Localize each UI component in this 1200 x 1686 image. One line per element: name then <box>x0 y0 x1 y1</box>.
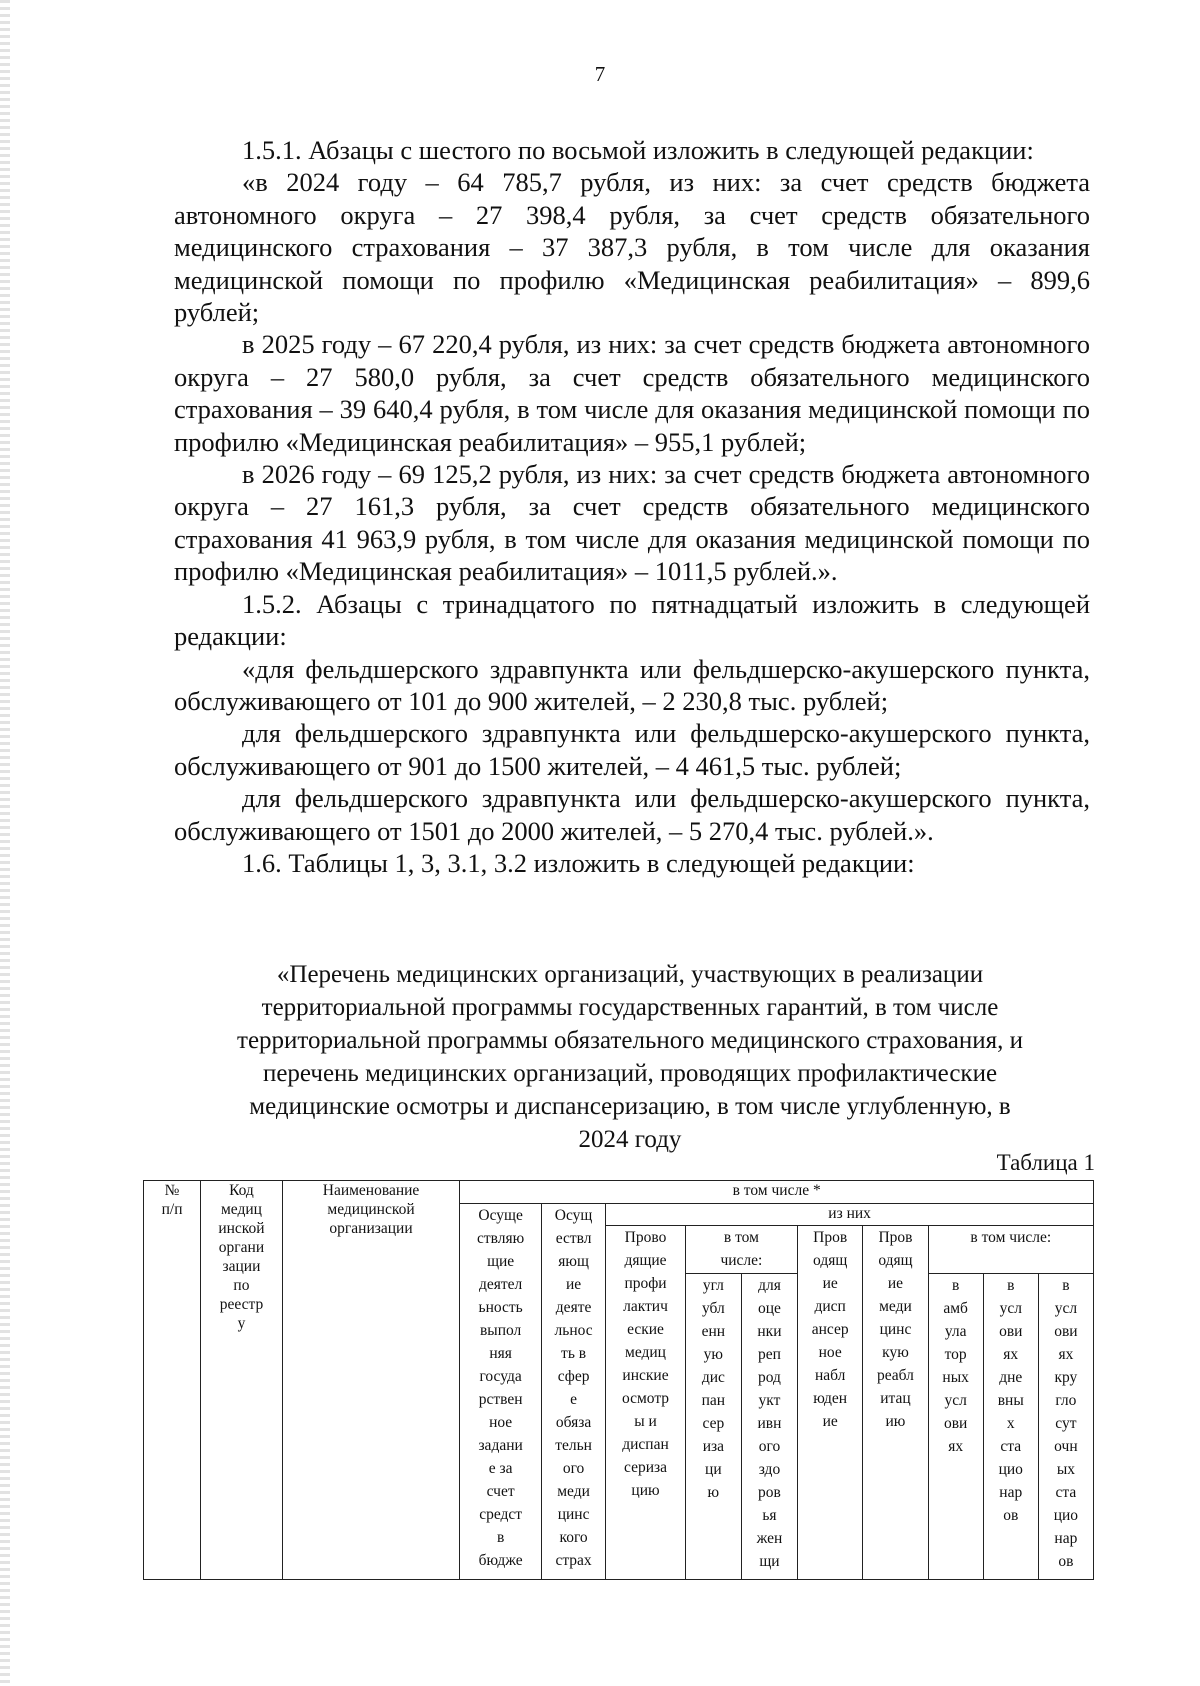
heading-line: «Перечень медицинских организаций, участвующих в реализации <box>276 961 984 988</box>
header-rehabilitation: Пров одящ ие меди цинс кую реабл итац ию <box>863 1226 928 1580</box>
paragraph: 1.6. Таблицы 1, 3, 3.1, 3.2 изложить в следующей редакции: <box>242 847 915 878</box>
paragraph: в 2025 году – 67 220,4 рубля, из них: за счет средств бюджета автономного округа – 27 580,0 рубля, за счет средств обязательного медицинского страхования – 39 640,4 рубля, в том числе для оказания медицинской помощи по профилю «Медицинская реабилитация» – 955,1 рублей; <box>174 329 1090 457</box>
paragraph: в 2026 году – 69 125,2 рубля, из них: за счет средств бюджета автономного округа – 27 161,3 рубля, за счет средств обязательного медицинского страхования 41 963,9 рубля, в том числе для оказания медицинской помощи по профилю «Медицинская реабилитация» – 1011,5 рублей.». <box>174 459 1090 587</box>
body-text <box>174 134 1090 879</box>
organizations-table <box>143 1180 1094 1580</box>
paragraph: «в 2024 году – 64 785,7 рубля, из них: за счет средств бюджета автономного округа – 27 398,4 рубля, за счет средств обязательного медицинского страхования – 37 387,3 рубля, в том числе для оказания медицинской помощи по профилю «Медицинская реабилитация» – 899,6 рублей; <box>174 167 1090 328</box>
header-round-clock-hospital: в усл ови ях кру гло сут очн ых ста цио нар ов <box>1038 1274 1093 1580</box>
paragraph: 1.5.1. Абзацы с шестого по восьмой изложить в следующей редакции: <box>242 135 1034 165</box>
heading-line: медицинские осмотры и диспансеризацию, в том числе углубленную, в <box>249 1093 1011 1120</box>
paragraph: для фельдшерского здравпункта или фельдшерско-акушерского пункта, обслуживающего от 901 до 1500 жителей, – 4 461,5 тыс. рублей; <box>174 718 1090 781</box>
header-ambulatory: в амб ула тор ных усл ови ях <box>928 1274 983 1580</box>
heading-line: территориальной программы обязательного медицинского страхования, и <box>237 1027 1023 1054</box>
header-reproductive-health: для оце нки реп род укт ивн ого здо ров ья жен щи <box>741 1274 797 1580</box>
header-day-hospital: в усл ови ях дне вны х ста цио нар ов <box>983 1274 1038 1580</box>
header-state-task: Осуще ствляю щие деятел ьность выпол няя госуда рствен ное задани е за счет средст в бюдже <box>460 1204 542 1580</box>
header-code: Код медиц инской органи зации по реестр у <box>201 1181 283 1580</box>
header-in-that-number: в том числе: <box>685 1226 797 1274</box>
paragraph: «для фельдшерского здравпункта или фельдшерско-акушерского пункта, обслуживающего от 101 до 900 жителей, – 2 230,8 тыс. рублей; <box>174 653 1090 716</box>
paragraph: для фельдшерского здравпункта или фельдшерско-акушерского пункта, обслуживающего от 1501 до 2000 жителей, – 5 270,4 тыс. рублей.». <box>174 783 1090 846</box>
header-in-total: в том числе * <box>460 1181 1094 1204</box>
header-num: № п/п <box>144 1181 201 1580</box>
header-in-that-number-2: в том числе: <box>928 1226 1093 1274</box>
table-label: Таблица 1 <box>996 1150 1095 1175</box>
paragraph: 1.5.2. Абзацы с тринадцатого по пятнадцатый изложить в следующей редакции: <box>174 588 1090 652</box>
header-prophylactic: Прово дящие профи лактич еские медиц инские осмотр ы и диспан сериза цию <box>606 1226 686 1580</box>
header-dispensary: Пров одящ ие дисп ансер ное набл юден ие <box>798 1226 863 1580</box>
header-deep-dispensarization: угл убл енн ую дис пан сер иза ци ю <box>685 1274 741 1580</box>
header-oms: Осущ ествл яющ ие деяте льнос ть в сфер е обяза тельн ого меди цинс кого страх <box>541 1204 605 1580</box>
heading-line: перечень медицинских организаций, проводящих профилактические <box>262 1060 998 1087</box>
heading-line: 2024 году <box>578 1126 682 1153</box>
scan-edge-artifact <box>0 0 10 1686</box>
header-of-them: из них <box>606 1204 1094 1226</box>
table-heading <box>160 958 1100 1156</box>
page-number: 7 <box>594 62 606 86</box>
header-name: Наименование медицинской организации <box>282 1181 460 1580</box>
heading-line: территориальной программы государственных гарантий, в том числе <box>261 994 999 1021</box>
